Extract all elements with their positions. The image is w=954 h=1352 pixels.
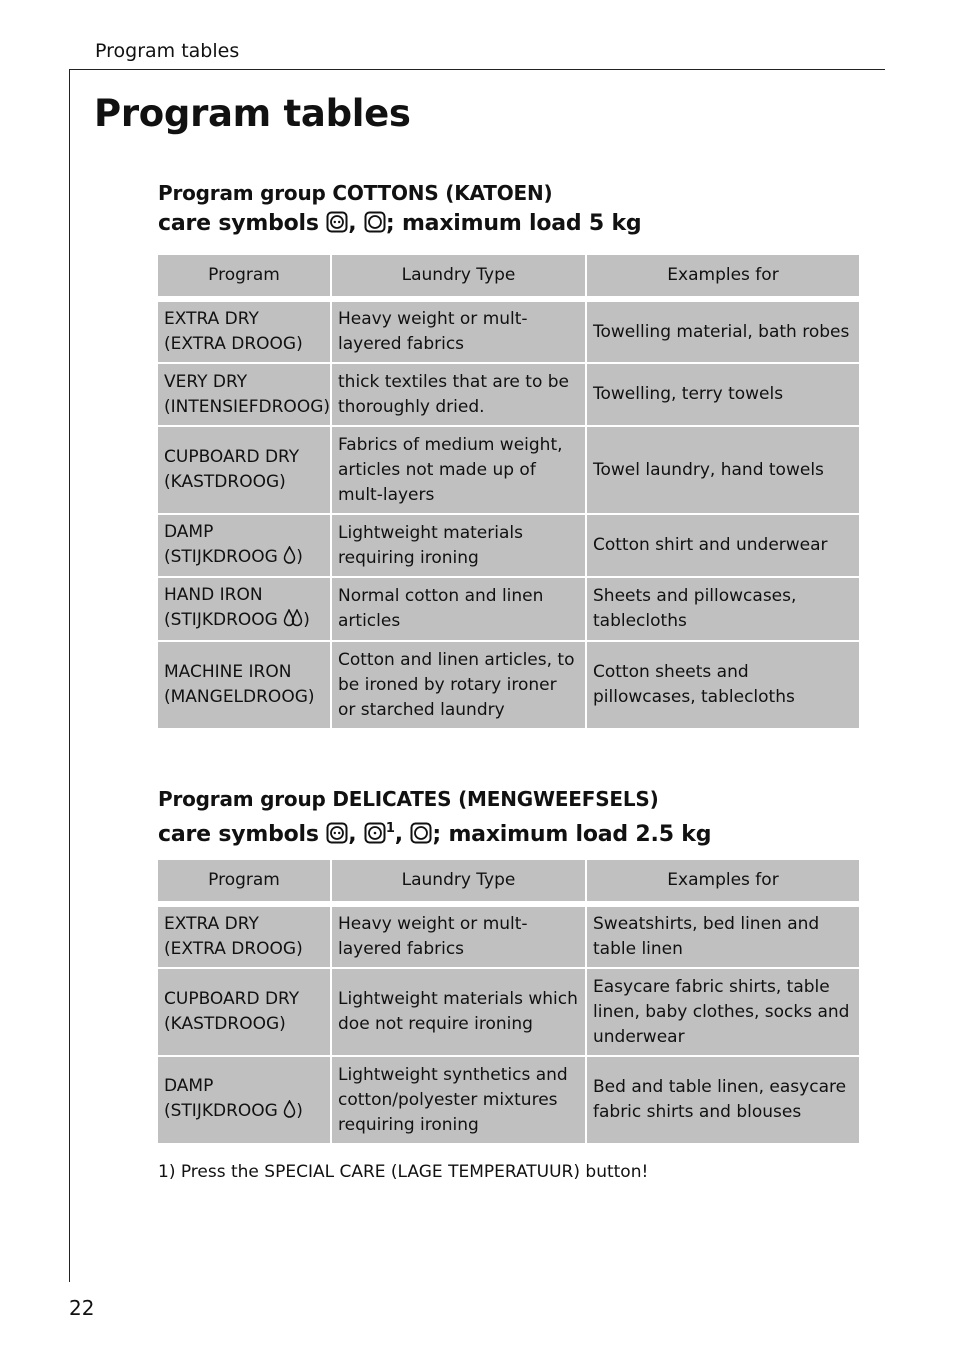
table-header-row [158,255,859,302]
delicates-heading-line1: Program group DELICATES (MENGWEEFSELS) [158,787,659,811]
program-name: CUPBOARD DRY [164,989,300,1009]
laundry-type-cell: Heavy weight or mult-layered fabrics [332,302,587,364]
laundry-type-cell: Lightweight materials which doe not require ironing [332,969,587,1057]
program-cell [158,907,332,969]
program-name: EXTRA DRY [164,309,259,329]
examples-cell: Cotton shirt and underwear [587,515,859,578]
tumble-dry-low-icon [364,822,386,853]
table-row [158,364,859,427]
table-row [158,578,859,642]
program-name-dutch-end: ) [296,1101,303,1121]
laundry-type-cell: Fabrics of medium weight, articles not made up of mult-layers [332,427,587,515]
program-cell [158,1057,332,1145]
column-header-laundry-type: Laundry Type [332,860,587,907]
delicates-load-text: ; maximum load 2.5 kg [432,822,712,847]
delicates-care-label: care symbols [158,822,319,847]
laundry-type-cell: Heavy weight or mult-layered fabrics [332,907,587,969]
examples-cell: Towel laundry, hand towels [587,427,859,515]
program-name-dutch-end: ) [303,610,310,630]
program-cell [158,642,332,730]
program-cell [158,969,332,1057]
program-cell [158,364,332,427]
table-row [158,907,859,969]
cottons-heading [158,178,859,242]
program-name-dutch: (STIJKDROOG [164,1101,278,1121]
program-name: EXTRA DRY [164,914,259,934]
tumble-dry-normal-icon [326,211,348,242]
program-name-dutch: (EXTRA DROOG) [164,939,303,959]
cottons-sep1: , [348,211,357,236]
examples-cell: Towelling material, bath robes [587,302,859,364]
double-drop-icon [283,609,303,635]
tumble-dry-icon [364,211,386,242]
program-cell [158,302,332,364]
page-title: Program tables [94,92,411,135]
program-name-dutch: (MANGELDROOG) [164,687,315,707]
table-header-row [158,860,859,907]
single-drop-icon [283,1100,296,1126]
table-row [158,969,859,1057]
top-rule [69,69,885,70]
laundry-type-cell: thick textiles that are to be thoroughly dried. [332,364,587,427]
left-rule [69,69,70,1282]
laundry-type-cell: Normal cotton and linen articles [332,578,587,642]
footnote: 1) Press the SPECIAL CARE (LAGE TEMPERATUUR) button! [158,1162,649,1182]
examples-cell: Bed and table linen, easycare fabric shirts and blouses [587,1057,859,1145]
laundry-type-cell: Lightweight synthetics and cotton/polyester mixtures requiring ironing [332,1057,587,1145]
program-name: CUPBOARD DRY [164,447,300,467]
cottons-care-label: care symbols [158,211,319,236]
program-name: HAND IRON [164,585,263,605]
examples-cell: Sheets and pillowcases, tablecloths [587,578,859,642]
program-name: DAMP [164,1076,214,1096]
column-header-examples: Examples for [587,860,859,907]
tumble-dry-icon [410,822,432,853]
single-drop-icon [283,546,296,572]
delicates-sep2: , [394,822,403,847]
program-name: DAMP [164,521,214,542]
table-row [158,427,859,515]
cottons-load-text: ; maximum load 5 kg [385,211,642,236]
table-row [158,302,859,364]
tumble-dry-normal-icon [326,822,348,853]
program-name-dutch-end: ) [296,546,303,567]
program-name-dutch: (KASTDROOG) [164,1014,286,1034]
table-row [158,642,859,730]
program-name-dutch: (KASTDROOG) [164,472,286,492]
program-name: VERY DRY [164,371,248,392]
laundry-type-cell: Cotton and linen articles, to be ironed by rotary ironer or starched laundry [332,642,587,730]
delicates-sep1: , [348,822,357,847]
page-number: 22 [69,1296,95,1320]
program-name-dutch: (STIJKDROOG [164,546,278,567]
cottons-heading-block [158,178,859,242]
program-name-dutch: (EXTRA DROOG) [164,334,303,354]
delicates-heading-block [158,784,859,853]
column-header-laundry-type: Laundry Type [332,255,587,302]
program-name: MACHINE IRON [164,662,292,682]
footnote-marker: 1 [385,821,395,836]
cottons-table [158,255,859,730]
examples-cell: Sweatshirts, bed linen and table linen [587,907,859,969]
laundry-type-cell: Lightweight materials requiring ironing [332,515,587,578]
program-cell [158,578,332,642]
delicates-heading [158,784,859,853]
running-header: Program tables [95,40,240,62]
examples-cell: Easycare fabric shirts, table linen, baby clothes, socks and underwear [587,969,859,1057]
table-row [158,1057,859,1145]
column-header-program: Program [158,255,332,302]
examples-cell: Towelling, terry towels [587,364,859,427]
examples-cell: Cotton sheets and pillowcases, tablecloths [587,642,859,730]
column-header-program: Program [158,860,332,907]
program-cell [158,515,332,578]
program-name-dutch: (INTENSIEFDROOG) [164,396,330,417]
program-cell [158,427,332,515]
delicates-table [158,860,859,1145]
column-header-examples: Examples for [587,255,859,302]
table-row [158,515,859,578]
cottons-heading-line1: Program group COTTONS (KATOEN) [158,181,553,205]
program-name-dutch: (STIJKDROOG [164,610,278,630]
